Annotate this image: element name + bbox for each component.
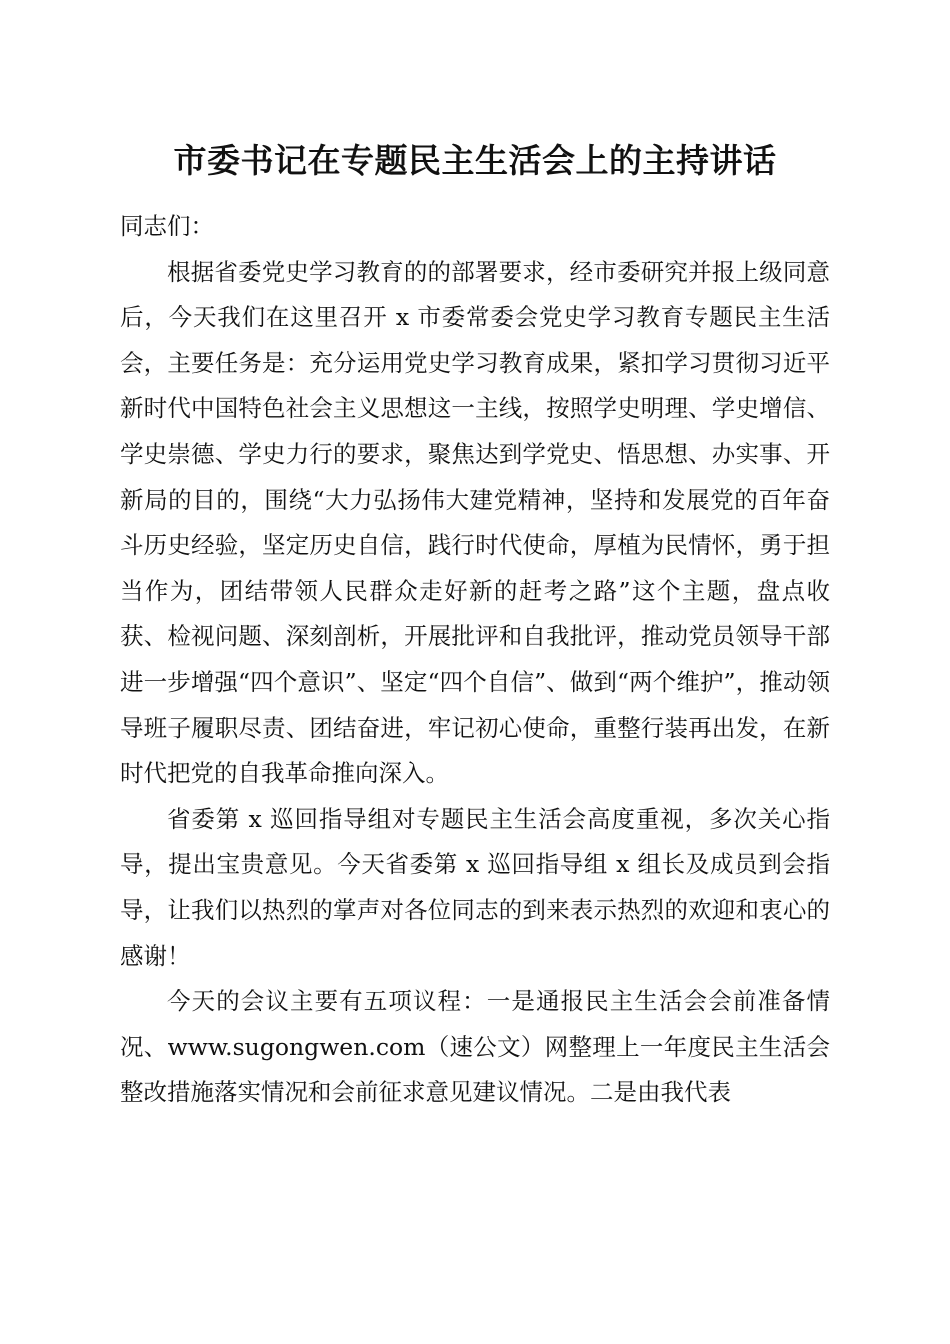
paragraph-agenda: 今天的会议主要有五项议程：一是通报民主生活会会前准备情况、www.sugongwen.com（速公文）网整理上一年度民主生活会整改措施落实情况和会前征求意见建议情况。二是由我代表 [120, 987, 830, 1107]
document-body [120, 204, 830, 1116]
paragraph-guidance-group: 省委第 x 巡回指导组对专题民主生活会高度重视，多次关心指导，提出宝贵意见。今天省委第 x 巡回指导组 x 组长及成员到会指导，让我们以热烈的掌声对各位同志的到来表示热烈的欢迎和衷心的感谢！ [120, 804, 830, 970]
document-title: 市委书记在专题民主生活会上的主持讲话 [173, 141, 777, 180]
salutation: 同志们： [120, 212, 214, 240]
paragraph-meeting-purpose: 根据省委党史学习教育的的部署要求，经市委研究并报上级同意后，今天我们在这里召开 x 市委常委会党史学习教育专题民主生活会，主要任务是：充分运用党史学习教育成果，紧扣学习贯彻习近平新时代中国特色社会主义思想这一主线，按照学史明理、学史增信、学史崇德、学史力行的要求，聚焦达到学党史、悟思想、办实事、开新局的目的，围绕“大力弘扬伟大建党精神，坚持和发展党的百年奋斗历史经验，坚定历史自信，践行时代使命，厚植为民情怀，勇于担当作为，团结带领人民群众走好新的赶考之路”这个主题，盘点收获、检视问题、深刻剖析，开展批评和自我批评，推动党员领导干部进一步增强“四个意识”、坚定“四个自信”、做到“两个维护”，推动领导班子履职尽责、团结奋进，牢记初心使命，重整行装再出发，在新时代把党的自我革命推向深入。 [120, 257, 830, 788]
